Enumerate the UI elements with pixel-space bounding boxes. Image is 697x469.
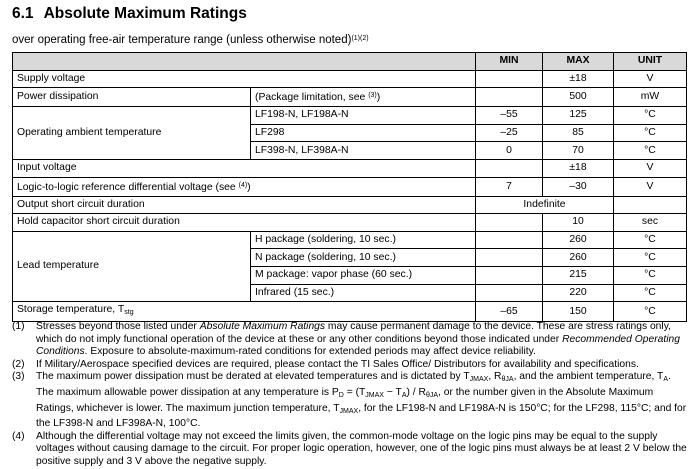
table-subtitle — [12, 34, 369, 46]
max-cell: ±18 — [543, 159, 614, 177]
param-text: Storage temperature, T — [17, 304, 125, 316]
footnote-text: Although the differential voltage may not exceed the limits given, the common-mode voltage on the logic pins may be equal to the supply voltages without causing damage to the circuit. For proper logic operation, however, one of the logic pins must always be at least 2 V below the positive supply and 3 V above the negative supply. — [36, 430, 687, 467]
max-cell: 70 — [543, 142, 614, 160]
param-end: ) — [247, 181, 251, 193]
text-span: . The maximum allowable power dissipation at any temperature is P — [36, 371, 671, 398]
footnote — [12, 431, 688, 469]
max-cell: 215 — [543, 266, 614, 284]
unit-cell: °C — [614, 266, 687, 284]
header-min: MIN — [476, 53, 543, 71]
condition-cell — [251, 88, 476, 107]
condition-cell: M package: vapor phase (60 sec.) — [251, 266, 476, 284]
max-cell: –30 — [543, 177, 614, 196]
param-cell — [13, 177, 476, 196]
text-span: , R — [488, 371, 502, 383]
condition-cell: N package (soldering, 10 sec.) — [251, 249, 476, 267]
table-row — [13, 302, 687, 322]
text-span: ) / R — [406, 386, 426, 398]
footnote-label: (2) — [12, 358, 25, 370]
unit-cell: V — [614, 70, 687, 88]
section-heading — [12, 5, 247, 23]
unit-cell: mW — [614, 88, 687, 107]
max-cell: 260 — [543, 231, 614, 249]
table-row — [13, 214, 687, 232]
param-cell: Output short circuit duration — [13, 196, 476, 214]
max-cell: 10 — [543, 214, 614, 232]
subscript: D — [338, 391, 344, 399]
min-cell — [476, 266, 543, 284]
unit-cell: °C — [614, 284, 687, 302]
min-cell: 0 — [476, 142, 543, 160]
table-row — [13, 177, 687, 196]
unit-cell: °C — [614, 142, 687, 160]
italic-span: Recommended Operating Conditions — [36, 333, 680, 358]
max-cell: 150 — [543, 302, 614, 322]
header-blank — [13, 53, 476, 71]
min-cell — [476, 249, 543, 267]
min-cell — [476, 214, 543, 232]
table-row — [13, 196, 687, 214]
param-cell: Supply voltage — [13, 70, 476, 88]
footnote-label: (4) — [12, 430, 25, 442]
subscript: A — [401, 391, 407, 399]
param-cell: Power dissipation — [13, 88, 251, 107]
table-row — [13, 159, 687, 177]
header-unit: UNIT — [614, 53, 687, 71]
table-row — [13, 70, 687, 88]
footnote-text: If Military/Aerospace specified devices are required, please contact the TI Sales Office/ Distributors for availability and specifications. — [36, 358, 639, 370]
subscript: θJA — [501, 376, 514, 384]
max-cell: ±18 — [543, 70, 614, 88]
unit-cell: °C — [614, 107, 687, 125]
table-row — [13, 231, 687, 249]
param-subscript: stg — [124, 309, 134, 317]
min-cell — [476, 70, 543, 88]
footnote — [12, 371, 688, 430]
min-cell — [476, 284, 543, 302]
param-cell: Lead temperature — [13, 231, 251, 301]
min-cell: –65 — [476, 302, 543, 322]
subscript: JMAX — [469, 376, 489, 384]
unit-cell: °C — [614, 302, 687, 322]
condition-cell: LF298 — [251, 124, 476, 142]
subscript: A — [663, 376, 669, 384]
table-row — [13, 88, 687, 107]
ratings-table — [12, 52, 687, 322]
param-cell — [13, 302, 476, 322]
max-cell: 125 — [543, 107, 614, 125]
param-cell: Operating ambient temperature — [13, 107, 251, 160]
table-header-row — [13, 53, 687, 71]
param-cell: Hold capacitor short circuit duration — [13, 214, 476, 232]
footnote-ref: (4) — [238, 181, 248, 189]
min-cell — [476, 88, 543, 107]
header-max: MAX — [543, 53, 614, 71]
unit-cell: V — [614, 159, 687, 177]
value-cell: Indefinite — [476, 196, 614, 214]
text-span: , or the number given in the Absolute Maximum Ratings, whichever is lower. The maximum junction temperature, T — [36, 386, 654, 414]
text-span: The maximum power dissipation must be derated at elevated temperatures and is dictated by T — [36, 371, 470, 383]
text-span: may cause permanent damage to the device. These are stress ratings only, which do not imply functional operation of the device at these or any other conditions beyond those indicated under — [36, 321, 671, 345]
text-span: = (T — [343, 386, 366, 398]
condition-cell: LF198-N, LF198A-N — [251, 107, 476, 125]
section-title: Absolute Maximum Ratings — [43, 5, 247, 22]
condition-cell: LF398-N, LF398A-N — [251, 142, 476, 160]
text-span: − T — [383, 386, 402, 398]
min-cell — [476, 159, 543, 177]
unit-cell: °C — [614, 249, 687, 267]
footnote-text — [36, 371, 688, 430]
min-cell: –25 — [476, 124, 543, 142]
max-cell: 220 — [543, 284, 614, 302]
table-row — [13, 107, 687, 125]
footnote-label: (3) — [12, 371, 25, 383]
max-cell: 500 — [543, 88, 614, 107]
max-cell: 85 — [543, 124, 614, 142]
unit-cell: V — [614, 177, 687, 196]
param-text: Logic-to-logic reference differential voltage (see — [17, 181, 239, 193]
unit-cell: sec — [614, 214, 687, 232]
param-cell: Input voltage — [13, 159, 476, 177]
unit-cell: °C — [614, 231, 687, 249]
min-cell: 7 — [476, 177, 543, 196]
footnote-text — [36, 321, 688, 359]
min-cell — [476, 231, 543, 249]
subscript: θJA — [425, 391, 438, 399]
min-cell: –55 — [476, 107, 543, 125]
unit-cell: °C — [614, 124, 687, 142]
italic-span: Absolute Maximum Ratings — [199, 321, 326, 332]
footnotes — [12, 321, 688, 469]
subtitle-text: over operating free-air temperature range (unless otherwise noted) — [12, 34, 352, 46]
text-span: , and the ambient temperature, T — [513, 371, 664, 383]
condition-text: (Package limitation, see — [255, 92, 369, 104]
footnote — [12, 321, 688, 359]
footnote-ref: (3) — [368, 92, 377, 100]
unit-cell — [614, 196, 687, 214]
condition-cell: H package (soldering, 10 sec.) — [251, 231, 476, 249]
text-span: Stresses beyond those listed under — [36, 321, 200, 332]
footnote — [12, 359, 688, 372]
condition-end: ) — [376, 92, 381, 104]
section-number: 6.1 — [12, 5, 34, 22]
text-span: , for the LF198-N and LF198A-N is 150°C; for the LF298, 115°C; and for the LF398-N and LF398A-N, 100°C. — [36, 402, 687, 430]
subscript: JMAX — [365, 391, 384, 399]
text-span: . Exposure to absolute-maximum-rated conditions for extended periods may affect device reliability. — [84, 346, 536, 358]
condition-cell: Infrared (15 sec.) — [251, 284, 476, 302]
max-cell: 260 — [543, 249, 614, 267]
subscript: JMAX — [339, 407, 359, 415]
footnote-label: (1) — [12, 321, 25, 332]
subtitle-refs: (1)(2) — [351, 35, 369, 42]
